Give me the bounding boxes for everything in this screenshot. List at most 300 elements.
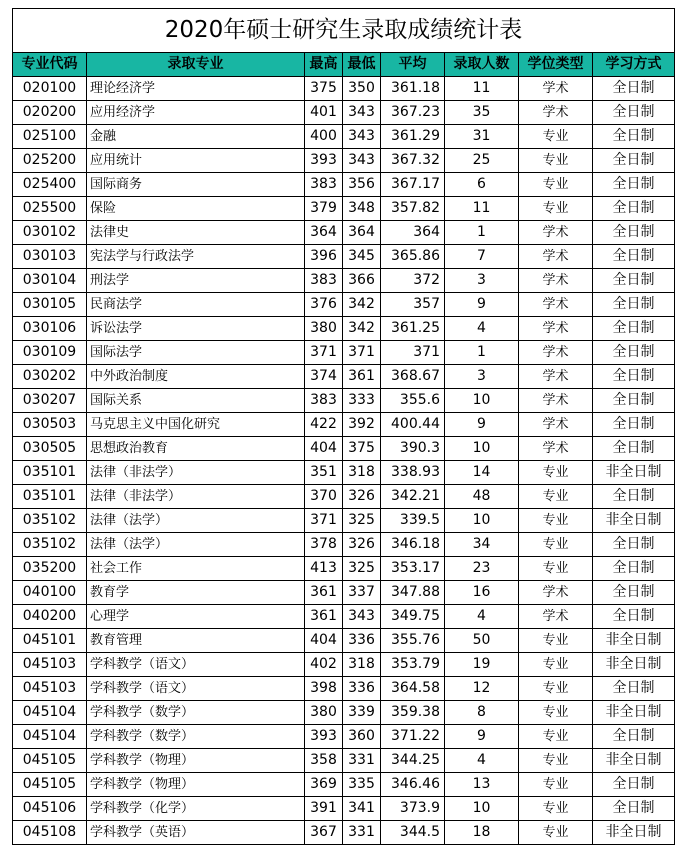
cell-count: 8 — [445, 701, 519, 725]
cell-min: 336 — [343, 677, 381, 701]
cell-code: 035101 — [13, 485, 87, 509]
cell-min: 339 — [343, 701, 381, 725]
table-row — [13, 701, 675, 725]
header-count: 录取人数 — [445, 53, 519, 77]
cell-major: 国际商务 — [87, 173, 305, 197]
cell-code: 045108 — [13, 821, 87, 845]
cell-count: 48 — [445, 485, 519, 509]
cell-study-mode: 全日制 — [593, 773, 675, 797]
cell-max: 413 — [305, 557, 343, 581]
table-row — [13, 341, 675, 365]
cell-major: 学科教学（物理） — [87, 773, 305, 797]
cell-major: 学科教学（数学） — [87, 701, 305, 725]
cell-study-mode: 全日制 — [593, 149, 675, 173]
cell-min: 318 — [343, 653, 381, 677]
table-row — [13, 557, 675, 581]
cell-study-mode: 非全日制 — [593, 653, 675, 677]
cell-degree-type: 专业 — [519, 677, 593, 701]
cell-max: 391 — [305, 797, 343, 821]
table-row — [13, 389, 675, 413]
cell-study-mode: 全日制 — [593, 533, 675, 557]
cell-degree-type: 学术 — [519, 605, 593, 629]
cell-major: 国际法学 — [87, 341, 305, 365]
cell-min: 331 — [343, 749, 381, 773]
cell-degree-type: 学术 — [519, 293, 593, 317]
cell-count: 10 — [445, 389, 519, 413]
cell-study-mode: 全日制 — [593, 797, 675, 821]
cell-avg: 361.18 — [381, 77, 445, 101]
cell-count: 1 — [445, 221, 519, 245]
cell-code: 045104 — [13, 725, 87, 749]
cell-count: 10 — [445, 509, 519, 533]
cell-max: 400 — [305, 125, 343, 149]
cell-degree-type: 专业 — [519, 821, 593, 845]
cell-avg: 357 — [381, 293, 445, 317]
cell-code: 030102 — [13, 221, 87, 245]
cell-count: 34 — [445, 533, 519, 557]
cell-code: 045103 — [13, 677, 87, 701]
table-row — [13, 749, 675, 773]
cell-major: 中外政治制度 — [87, 365, 305, 389]
cell-count: 4 — [445, 749, 519, 773]
cell-max: 404 — [305, 629, 343, 653]
cell-min: 333 — [343, 389, 381, 413]
score-sheet — [12, 8, 674, 845]
cell-max: 398 — [305, 677, 343, 701]
cell-min: 336 — [343, 629, 381, 653]
cell-major: 应用经济学 — [87, 101, 305, 125]
cell-degree-type: 学术 — [519, 365, 593, 389]
cell-code: 020100 — [13, 77, 87, 101]
cell-study-mode: 全日制 — [593, 101, 675, 125]
cell-max: 383 — [305, 173, 343, 197]
cell-major: 法律史 — [87, 221, 305, 245]
cell-min: 331 — [343, 821, 381, 845]
table-row — [13, 149, 675, 173]
cell-degree-type: 专业 — [519, 701, 593, 725]
cell-degree-type: 专业 — [519, 773, 593, 797]
cell-code: 030503 — [13, 413, 87, 437]
cell-min: 343 — [343, 149, 381, 173]
table-row — [13, 653, 675, 677]
cell-min: 360 — [343, 725, 381, 749]
cell-avg: 357.82 — [381, 197, 445, 221]
cell-degree-type: 学术 — [519, 581, 593, 605]
cell-avg: 364.58 — [381, 677, 445, 701]
cell-avg: 344.25 — [381, 749, 445, 773]
cell-code: 025400 — [13, 173, 87, 197]
cell-max: 383 — [305, 389, 343, 413]
cell-min: 342 — [343, 317, 381, 341]
cell-count: 12 — [445, 677, 519, 701]
table-row — [13, 125, 675, 149]
cell-avg: 353.17 — [381, 557, 445, 581]
cell-count: 11 — [445, 77, 519, 101]
cell-code: 045105 — [13, 773, 87, 797]
cell-avg: 346.18 — [381, 533, 445, 557]
cell-code: 040200 — [13, 605, 87, 629]
table-row — [13, 581, 675, 605]
cell-count: 19 — [445, 653, 519, 677]
cell-code: 045101 — [13, 629, 87, 653]
cell-avg: 367.23 — [381, 101, 445, 125]
table-row — [13, 365, 675, 389]
cell-min: 341 — [343, 797, 381, 821]
cell-avg: 368.67 — [381, 365, 445, 389]
cell-count: 9 — [445, 413, 519, 437]
cell-avg: 367.17 — [381, 173, 445, 197]
cell-study-mode: 全日制 — [593, 221, 675, 245]
cell-degree-type: 学术 — [519, 437, 593, 461]
cell-min: 325 — [343, 557, 381, 581]
cell-avg: 355.6 — [381, 389, 445, 413]
cell-degree-type: 专业 — [519, 509, 593, 533]
table-row — [13, 437, 675, 461]
header-major: 录取专业 — [87, 53, 305, 77]
cell-code: 035200 — [13, 557, 87, 581]
cell-code: 020200 — [13, 101, 87, 125]
cell-avg: 364 — [381, 221, 445, 245]
cell-code: 030505 — [13, 437, 87, 461]
cell-degree-type: 学术 — [519, 269, 593, 293]
table-row — [13, 797, 675, 821]
cell-major: 国际关系 — [87, 389, 305, 413]
cell-code: 025200 — [13, 149, 87, 173]
cell-code: 030103 — [13, 245, 87, 269]
cell-count: 50 — [445, 629, 519, 653]
cell-study-mode: 全日制 — [593, 317, 675, 341]
cell-avg: 355.76 — [381, 629, 445, 653]
table-row — [13, 677, 675, 701]
cell-avg: 361.29 — [381, 125, 445, 149]
cell-min: 326 — [343, 533, 381, 557]
cell-degree-type: 学术 — [519, 341, 593, 365]
cell-study-mode: 全日制 — [593, 557, 675, 581]
cell-avg: 338.93 — [381, 461, 445, 485]
cell-max: 402 — [305, 653, 343, 677]
cell-avg: 349.75 — [381, 605, 445, 629]
cell-degree-type: 专业 — [519, 797, 593, 821]
cell-study-mode: 全日制 — [593, 77, 675, 101]
cell-major: 马克思主义中国化研究 — [87, 413, 305, 437]
cell-major: 宪法学与行政法学 — [87, 245, 305, 269]
admission-score-table — [12, 8, 675, 845]
cell-code: 045104 — [13, 701, 87, 725]
cell-study-mode: 非全日制 — [593, 461, 675, 485]
cell-count: 4 — [445, 317, 519, 341]
table-row — [13, 725, 675, 749]
header-min: 最低 — [343, 53, 381, 77]
cell-avg: 344.5 — [381, 821, 445, 845]
table-row — [13, 605, 675, 629]
cell-degree-type: 专业 — [519, 485, 593, 509]
cell-code: 030104 — [13, 269, 87, 293]
cell-min: 361 — [343, 365, 381, 389]
cell-degree-type: 专业 — [519, 149, 593, 173]
cell-study-mode: 全日制 — [593, 365, 675, 389]
cell-count: 23 — [445, 557, 519, 581]
table-row — [13, 101, 675, 125]
cell-degree-type: 专业 — [519, 461, 593, 485]
cell-avg: 373.9 — [381, 797, 445, 821]
cell-avg: 367.32 — [381, 149, 445, 173]
cell-max: 371 — [305, 341, 343, 365]
table-row — [13, 773, 675, 797]
cell-max: 351 — [305, 461, 343, 485]
cell-degree-type: 专业 — [519, 125, 593, 149]
cell-code: 025100 — [13, 125, 87, 149]
cell-major: 法律（法学） — [87, 509, 305, 533]
table-row — [13, 509, 675, 533]
cell-avg: 353.79 — [381, 653, 445, 677]
cell-max: 380 — [305, 317, 343, 341]
cell-study-mode: 全日制 — [593, 581, 675, 605]
table-row — [13, 173, 675, 197]
cell-code: 045103 — [13, 653, 87, 677]
cell-min: 318 — [343, 461, 381, 485]
cell-max: 422 — [305, 413, 343, 437]
cell-study-mode: 非全日制 — [593, 629, 675, 653]
table-row — [13, 461, 675, 485]
cell-study-mode: 全日制 — [593, 125, 675, 149]
cell-major: 诉讼法学 — [87, 317, 305, 341]
cell-min: 343 — [343, 101, 381, 125]
cell-study-mode: 全日制 — [593, 173, 675, 197]
cell-max: 369 — [305, 773, 343, 797]
cell-max: 383 — [305, 269, 343, 293]
cell-count: 13 — [445, 773, 519, 797]
cell-study-mode: 非全日制 — [593, 821, 675, 845]
cell-avg: 347.88 — [381, 581, 445, 605]
cell-max: 401 — [305, 101, 343, 125]
cell-code: 045105 — [13, 749, 87, 773]
cell-degree-type: 学术 — [519, 413, 593, 437]
cell-count: 14 — [445, 461, 519, 485]
cell-avg: 400.44 — [381, 413, 445, 437]
cell-count: 11 — [445, 197, 519, 221]
cell-major: 法律（非法学） — [87, 461, 305, 485]
cell-avg: 361.25 — [381, 317, 445, 341]
cell-study-mode: 非全日制 — [593, 509, 675, 533]
cell-major: 理论经济学 — [87, 77, 305, 101]
cell-count: 10 — [445, 437, 519, 461]
cell-count: 35 — [445, 101, 519, 125]
cell-max: 375 — [305, 77, 343, 101]
cell-max: 370 — [305, 485, 343, 509]
cell-avg: 342.21 — [381, 485, 445, 509]
cell-max: 371 — [305, 509, 343, 533]
table-row — [13, 533, 675, 557]
cell-major: 社会工作 — [87, 557, 305, 581]
cell-study-mode: 全日制 — [593, 341, 675, 365]
cell-major: 学科教学（物理） — [87, 749, 305, 773]
cell-min: 326 — [343, 485, 381, 509]
cell-min: 342 — [343, 293, 381, 317]
header-row — [13, 53, 675, 77]
cell-study-mode: 全日制 — [593, 437, 675, 461]
cell-avg: 346.46 — [381, 773, 445, 797]
cell-major: 心理学 — [87, 605, 305, 629]
cell-min: 350 — [343, 77, 381, 101]
table-row — [13, 317, 675, 341]
cell-study-mode: 全日制 — [593, 245, 675, 269]
cell-code: 045106 — [13, 797, 87, 821]
table-row — [13, 245, 675, 269]
cell-min: 371 — [343, 341, 381, 365]
cell-max: 367 — [305, 821, 343, 845]
cell-max: 361 — [305, 581, 343, 605]
cell-count: 3 — [445, 269, 519, 293]
table-title: 2020年硕士研究生录取成绩统计表 — [13, 9, 675, 53]
cell-max: 378 — [305, 533, 343, 557]
cell-min: 348 — [343, 197, 381, 221]
cell-max: 364 — [305, 221, 343, 245]
cell-study-mode: 全日制 — [593, 269, 675, 293]
cell-major: 金融 — [87, 125, 305, 149]
cell-avg: 372 — [381, 269, 445, 293]
cell-major: 学科教学（语文） — [87, 677, 305, 701]
cell-avg: 371.22 — [381, 725, 445, 749]
cell-study-mode: 全日制 — [593, 725, 675, 749]
cell-study-mode: 全日制 — [593, 677, 675, 701]
cell-major: 应用统计 — [87, 149, 305, 173]
cell-avg: 371 — [381, 341, 445, 365]
cell-major: 学科教学（英语） — [87, 821, 305, 845]
table-row — [13, 197, 675, 221]
table-row — [13, 77, 675, 101]
cell-degree-type: 专业 — [519, 749, 593, 773]
cell-study-mode: 全日制 — [593, 389, 675, 413]
header-max: 最高 — [305, 53, 343, 77]
table-row — [13, 485, 675, 509]
cell-degree-type: 学术 — [519, 221, 593, 245]
cell-degree-type: 学术 — [519, 101, 593, 125]
cell-degree-type: 专业 — [519, 629, 593, 653]
cell-study-mode: 全日制 — [593, 197, 675, 221]
header-study-mode: 学习方式 — [593, 53, 675, 77]
cell-min: 356 — [343, 173, 381, 197]
cell-max: 380 — [305, 701, 343, 725]
cell-min: 337 — [343, 581, 381, 605]
cell-count: 1 — [445, 341, 519, 365]
cell-major: 教育学 — [87, 581, 305, 605]
cell-degree-type: 专业 — [519, 173, 593, 197]
header-degree-type: 学位类型 — [519, 53, 593, 77]
cell-min: 364 — [343, 221, 381, 245]
table-row — [13, 821, 675, 845]
cell-max: 374 — [305, 365, 343, 389]
cell-count: 9 — [445, 293, 519, 317]
header-avg: 平均 — [381, 53, 445, 77]
cell-code: 030202 — [13, 365, 87, 389]
cell-code: 030109 — [13, 341, 87, 365]
cell-degree-type: 学术 — [519, 77, 593, 101]
header-code: 专业代码 — [13, 53, 87, 77]
cell-code: 030106 — [13, 317, 87, 341]
cell-count: 3 — [445, 365, 519, 389]
cell-major: 法律（非法学） — [87, 485, 305, 509]
cell-major: 法律（法学） — [87, 533, 305, 557]
cell-count: 31 — [445, 125, 519, 149]
cell-code: 030105 — [13, 293, 87, 317]
cell-count: 4 — [445, 605, 519, 629]
cell-degree-type: 学术 — [519, 317, 593, 341]
cell-count: 16 — [445, 581, 519, 605]
cell-min: 343 — [343, 125, 381, 149]
cell-code: 025500 — [13, 197, 87, 221]
cell-degree-type: 专业 — [519, 533, 593, 557]
cell-count: 6 — [445, 173, 519, 197]
cell-max: 393 — [305, 725, 343, 749]
cell-max: 358 — [305, 749, 343, 773]
cell-major: 刑法学 — [87, 269, 305, 293]
cell-study-mode: 非全日制 — [593, 749, 675, 773]
cell-major: 民商法学 — [87, 293, 305, 317]
cell-study-mode: 全日制 — [593, 485, 675, 509]
cell-avg: 390.3 — [381, 437, 445, 461]
cell-major: 保险 — [87, 197, 305, 221]
table-row — [13, 293, 675, 317]
cell-major: 思想政治教育 — [87, 437, 305, 461]
cell-count: 18 — [445, 821, 519, 845]
cell-major: 教育管理 — [87, 629, 305, 653]
cell-code: 035102 — [13, 533, 87, 557]
cell-max: 404 — [305, 437, 343, 461]
cell-min: 375 — [343, 437, 381, 461]
cell-degree-type: 专业 — [519, 653, 593, 677]
cell-avg: 365.86 — [381, 245, 445, 269]
cell-degree-type: 专业 — [519, 197, 593, 221]
cell-max: 361 — [305, 605, 343, 629]
cell-degree-type: 学术 — [519, 245, 593, 269]
cell-degree-type: 学术 — [519, 389, 593, 413]
cell-major: 学科教学（化学） — [87, 797, 305, 821]
cell-min: 325 — [343, 509, 381, 533]
cell-major: 学科教学（语文） — [87, 653, 305, 677]
cell-count: 9 — [445, 725, 519, 749]
cell-max: 393 — [305, 149, 343, 173]
cell-min: 345 — [343, 245, 381, 269]
cell-avg: 359.38 — [381, 701, 445, 725]
cell-count: 10 — [445, 797, 519, 821]
cell-max: 379 — [305, 197, 343, 221]
cell-code: 035101 — [13, 461, 87, 485]
cell-code: 030207 — [13, 389, 87, 413]
cell-avg: 339.5 — [381, 509, 445, 533]
cell-study-mode: 全日制 — [593, 413, 675, 437]
cell-min: 335 — [343, 773, 381, 797]
table-row — [13, 413, 675, 437]
cell-min: 366 — [343, 269, 381, 293]
cell-min: 343 — [343, 605, 381, 629]
cell-count: 25 — [445, 149, 519, 173]
cell-max: 376 — [305, 293, 343, 317]
cell-code: 040100 — [13, 581, 87, 605]
cell-study-mode: 非全日制 — [593, 701, 675, 725]
cell-study-mode: 全日制 — [593, 293, 675, 317]
title-row — [13, 9, 675, 53]
table-row — [13, 629, 675, 653]
cell-study-mode: 全日制 — [593, 605, 675, 629]
cell-count: 7 — [445, 245, 519, 269]
table-row — [13, 269, 675, 293]
cell-max: 396 — [305, 245, 343, 269]
cell-code: 035102 — [13, 509, 87, 533]
cell-degree-type: 专业 — [519, 557, 593, 581]
cell-min: 392 — [343, 413, 381, 437]
cell-degree-type: 专业 — [519, 725, 593, 749]
cell-major: 学科教学（数学） — [87, 725, 305, 749]
